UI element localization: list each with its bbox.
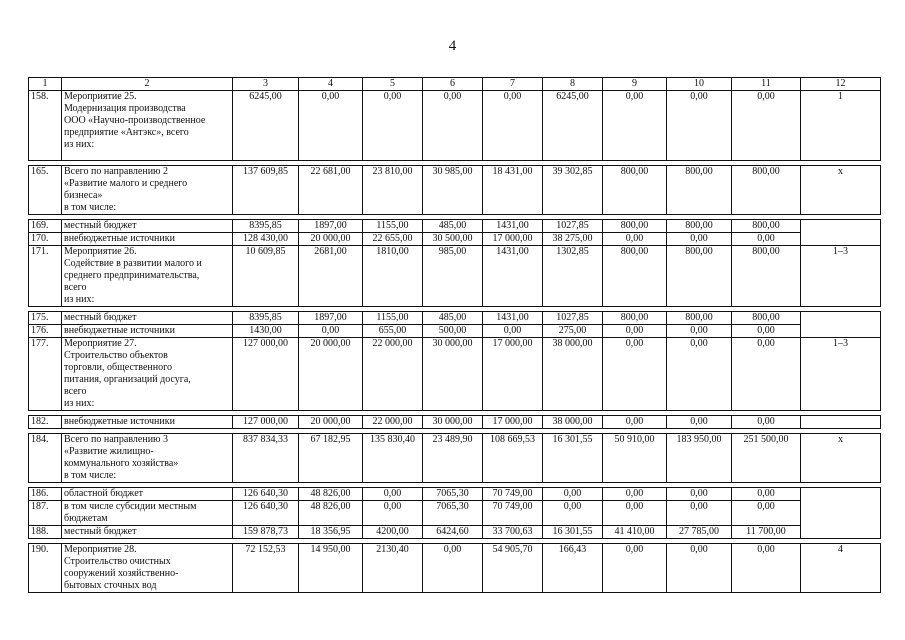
- row-name: Мероприятие 27. Строительство объектов торговли, общественного питания, организаций досуга, всего из них:: [62, 338, 233, 411]
- table-row: [29, 312, 881, 325]
- table-row: [29, 325, 881, 338]
- note-cell: [801, 501, 881, 526]
- row-name: Мероприятие 28. Строительство очистных сооружений хозяйственно- бытовых сточных вод: [62, 544, 233, 593]
- value-cell: 0,00: [732, 501, 801, 526]
- row-name: внебюджетные источники: [62, 416, 233, 429]
- header-cell: 7: [483, 78, 543, 91]
- value-cell: 70 749,00: [483, 501, 543, 526]
- value-cell: 0,00: [603, 325, 667, 338]
- note-cell: [801, 526, 881, 539]
- value-cell: 17 000,00: [483, 233, 543, 246]
- value-cell: 4200,00: [363, 526, 423, 539]
- value-cell: 70 749,00: [483, 488, 543, 501]
- value-cell: 500,00: [423, 325, 483, 338]
- value-cell: 30 500,00: [423, 233, 483, 246]
- value-cell: 1810,00: [363, 246, 423, 307]
- value-cell: 6245,00: [543, 91, 603, 161]
- value-cell: 800,00: [667, 312, 732, 325]
- value-cell: 0,00: [603, 544, 667, 593]
- value-cell: 0,00: [363, 91, 423, 161]
- row-name: внебюджетные источники: [62, 233, 233, 246]
- value-cell: 0,00: [667, 338, 732, 411]
- note-cell: [801, 488, 881, 501]
- value-cell: 17 000,00: [483, 338, 543, 411]
- header-cell: 5: [363, 78, 423, 91]
- row-number: 165.: [29, 166, 62, 215]
- value-cell: 128 430,00: [233, 233, 299, 246]
- row-number: 158.: [29, 91, 62, 161]
- table-row: [29, 501, 881, 526]
- value-cell: 800,00: [732, 246, 801, 307]
- value-cell: 0,00: [603, 233, 667, 246]
- value-cell: 166,43: [543, 544, 603, 593]
- row-number: 175.: [29, 312, 62, 325]
- header-cell: 9: [603, 78, 667, 91]
- value-cell: 0,00: [423, 91, 483, 161]
- value-cell: 275,00: [543, 325, 603, 338]
- value-cell: 0,00: [667, 501, 732, 526]
- value-cell: 22 000,00: [363, 416, 423, 429]
- table-row: [29, 338, 881, 411]
- value-cell: 38 000,00: [543, 416, 603, 429]
- value-cell: 0,00: [732, 325, 801, 338]
- value-cell: 0,00: [732, 544, 801, 593]
- value-cell: 800,00: [667, 166, 732, 215]
- value-cell: 0,00: [732, 488, 801, 501]
- header-cell: 4: [299, 78, 363, 91]
- value-cell: 126 640,30: [233, 488, 299, 501]
- value-cell: 2681,00: [299, 246, 363, 307]
- value-cell: 20 000,00: [299, 338, 363, 411]
- row-name: местный бюджет: [62, 526, 233, 539]
- value-cell: 1431,00: [483, 246, 543, 307]
- value-cell: 39 302,85: [543, 166, 603, 215]
- value-cell: 0,00: [667, 488, 732, 501]
- value-cell: 800,00: [732, 166, 801, 215]
- note-cell: 1–3: [801, 338, 881, 411]
- table-header-row: [29, 78, 881, 91]
- value-cell: 54 905,70: [483, 544, 543, 593]
- row-name: Всего по направлению 3 «Развитие жилищно- коммунального хозяйства» в том числе:: [62, 434, 233, 483]
- table-row: [29, 416, 881, 429]
- note-cell: [801, 233, 881, 246]
- value-cell: 48 826,00: [299, 501, 363, 526]
- value-cell: 137 609,85: [233, 166, 299, 215]
- value-cell: 0,00: [363, 488, 423, 501]
- header-cell: 12: [801, 78, 881, 91]
- value-cell: 67 182,95: [299, 434, 363, 483]
- value-cell: 135 830,40: [363, 434, 423, 483]
- value-cell: 251 500,00: [732, 434, 801, 483]
- value-cell: 20 000,00: [299, 233, 363, 246]
- note-cell: [801, 312, 881, 325]
- value-cell: 38 275,00: [543, 233, 603, 246]
- note-cell: [801, 325, 881, 338]
- value-cell: 127 000,00: [233, 338, 299, 411]
- table-row: [29, 544, 881, 593]
- value-cell: 1897,00: [299, 312, 363, 325]
- row-number: 182.: [29, 416, 62, 429]
- value-cell: 1155,00: [363, 220, 423, 233]
- row-number: 176.: [29, 325, 62, 338]
- value-cell: 800,00: [732, 312, 801, 325]
- value-cell: 0,00: [603, 488, 667, 501]
- value-cell: 0,00: [667, 325, 732, 338]
- note-cell: 1: [801, 91, 881, 161]
- value-cell: 1897,00: [299, 220, 363, 233]
- value-cell: 485,00: [423, 220, 483, 233]
- value-cell: 0,00: [423, 544, 483, 593]
- row-number: 170.: [29, 233, 62, 246]
- note-cell: 1–3: [801, 246, 881, 307]
- header-cell: 2: [62, 78, 233, 91]
- table-row: [29, 233, 881, 246]
- value-cell: 1027,85: [543, 312, 603, 325]
- row-name: местный бюджет: [62, 312, 233, 325]
- value-cell: 0,00: [732, 233, 801, 246]
- value-cell: 0,00: [603, 338, 667, 411]
- value-cell: 7065,30: [423, 488, 483, 501]
- row-number: 186.: [29, 488, 62, 501]
- value-cell: 0,00: [543, 501, 603, 526]
- row-number: 169.: [29, 220, 62, 233]
- value-cell: 485,00: [423, 312, 483, 325]
- row-name: местный бюджет: [62, 220, 233, 233]
- value-cell: 18 356,95: [299, 526, 363, 539]
- row-number: 188.: [29, 526, 62, 539]
- note-cell: [801, 416, 881, 429]
- value-cell: 27 785,00: [667, 526, 732, 539]
- value-cell: 8395,85: [233, 220, 299, 233]
- row-number: 187.: [29, 501, 62, 526]
- value-cell: 0,00: [603, 501, 667, 526]
- value-cell: 1430,00: [233, 325, 299, 338]
- value-cell: 800,00: [732, 220, 801, 233]
- value-cell: 985,00: [423, 246, 483, 307]
- value-cell: 0,00: [483, 325, 543, 338]
- table-row: [29, 434, 881, 483]
- table-row: [29, 166, 881, 215]
- header-cell: 1: [29, 78, 62, 91]
- value-cell: 33 700,63: [483, 526, 543, 539]
- value-cell: 126 640,30: [233, 501, 299, 526]
- value-cell: 17 000,00: [483, 416, 543, 429]
- value-cell: 2130,40: [363, 544, 423, 593]
- note-cell: x: [801, 166, 881, 215]
- row-number: 184.: [29, 434, 62, 483]
- row-number: 190.: [29, 544, 62, 593]
- row-name: Мероприятие 25. Модернизация производства ООО «Научно-производственное предприятие «Антэкс», всего из них:: [62, 91, 233, 161]
- value-cell: 20 000,00: [299, 416, 363, 429]
- note-cell: [801, 220, 881, 233]
- value-cell: 1431,00: [483, 220, 543, 233]
- value-cell: 0,00: [667, 233, 732, 246]
- value-cell: 38 000,00: [543, 338, 603, 411]
- value-cell: 6424,60: [423, 526, 483, 539]
- value-cell: 0,00: [667, 544, 732, 593]
- value-cell: 1155,00: [363, 312, 423, 325]
- value-cell: 655,00: [363, 325, 423, 338]
- value-cell: 8395,85: [233, 312, 299, 325]
- table-row: [29, 488, 881, 501]
- value-cell: 16 301,55: [543, 434, 603, 483]
- value-cell: 22 000,00: [363, 338, 423, 411]
- value-cell: 0,00: [483, 91, 543, 161]
- value-cell: 0,00: [667, 416, 732, 429]
- value-cell: 50 910,00: [603, 434, 667, 483]
- value-cell: 22 655,00: [363, 233, 423, 246]
- value-cell: 10 609,85: [233, 246, 299, 307]
- value-cell: 837 834,33: [233, 434, 299, 483]
- table-row: [29, 246, 881, 307]
- value-cell: 127 000,00: [233, 416, 299, 429]
- value-cell: 16 301,55: [543, 526, 603, 539]
- table-row: [29, 220, 881, 233]
- value-cell: 183 950,00: [667, 434, 732, 483]
- value-cell: 0,00: [299, 325, 363, 338]
- row-name: Всего по направлению 2 «Развитие малого и среднего бизнеса» в том числе:: [62, 166, 233, 215]
- value-cell: 800,00: [603, 220, 667, 233]
- value-cell: 800,00: [603, 246, 667, 307]
- value-cell: 41 410,00: [603, 526, 667, 539]
- header-cell: 11: [732, 78, 801, 91]
- value-cell: 30 000,00: [423, 338, 483, 411]
- value-cell: 14 950,00: [299, 544, 363, 593]
- value-cell: 800,00: [667, 246, 732, 307]
- row-number: 171.: [29, 246, 62, 307]
- value-cell: 48 826,00: [299, 488, 363, 501]
- value-cell: 18 431,00: [483, 166, 543, 215]
- table-row: [29, 91, 881, 161]
- value-cell: 0,00: [732, 91, 801, 161]
- table-row: [29, 526, 881, 539]
- budget-table: [28, 77, 881, 593]
- row-name: областной бюджет: [62, 488, 233, 501]
- value-cell: 0,00: [543, 488, 603, 501]
- value-cell: 0,00: [299, 91, 363, 161]
- row-name: внебюджетные источники: [62, 325, 233, 338]
- value-cell: 159 878,73: [233, 526, 299, 539]
- value-cell: 0,00: [603, 91, 667, 161]
- page-number: 4: [448, 38, 457, 54]
- value-cell: 30 985,00: [423, 166, 483, 215]
- value-cell: 72 152,53: [233, 544, 299, 593]
- value-cell: 1302,85: [543, 246, 603, 307]
- value-cell: 30 000,00: [423, 416, 483, 429]
- note-cell: x: [801, 434, 881, 483]
- header-cell: 10: [667, 78, 732, 91]
- value-cell: 11 700,00: [732, 526, 801, 539]
- row-name: в том числе субсидии местным бюджетам: [62, 501, 233, 526]
- note-cell: 4: [801, 544, 881, 593]
- value-cell: 23 810,00: [363, 166, 423, 215]
- value-cell: 6245,00: [233, 91, 299, 161]
- value-cell: 108 669,53: [483, 434, 543, 483]
- header-cell: 3: [233, 78, 299, 91]
- value-cell: 800,00: [667, 220, 732, 233]
- value-cell: 1431,00: [483, 312, 543, 325]
- value-cell: 7065,30: [423, 501, 483, 526]
- row-number: 177.: [29, 338, 62, 411]
- value-cell: 1027,85: [543, 220, 603, 233]
- header-cell: 6: [423, 78, 483, 91]
- value-cell: 0,00: [363, 501, 423, 526]
- value-cell: 0,00: [603, 416, 667, 429]
- value-cell: 0,00: [732, 338, 801, 411]
- value-cell: 0,00: [732, 416, 801, 429]
- row-name: Мероприятие 26. Содействие в развитии малого и среднего предпринимательства, всего из них:: [62, 246, 233, 307]
- value-cell: 800,00: [603, 166, 667, 215]
- value-cell: 0,00: [667, 91, 732, 161]
- value-cell: 22 681,00: [299, 166, 363, 215]
- value-cell: 23 489,90: [423, 434, 483, 483]
- header-cell: 8: [543, 78, 603, 91]
- value-cell: 800,00: [603, 312, 667, 325]
